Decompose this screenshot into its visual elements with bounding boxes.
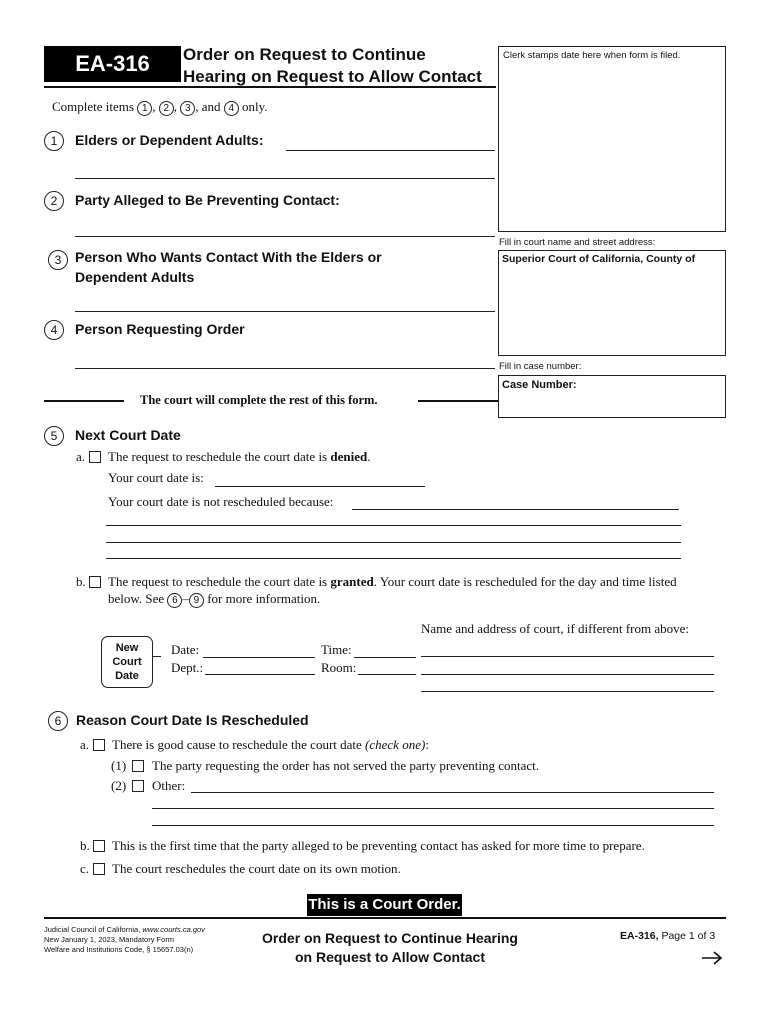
date-label: Date: — [171, 642, 200, 657]
court-date-is-label: Your court date is: — [108, 470, 204, 485]
s5-b-see: below. See — [108, 591, 165, 606]
intro-comma: , — [152, 99, 156, 114]
new-court-date-line2: Court — [112, 656, 142, 668]
new-court-date-tab — [101, 636, 153, 688]
clerk-note: Clerk stamps date here when form is filed. — [503, 50, 681, 61]
own-motion-checkbox[interactable] — [93, 863, 105, 875]
form-title — [183, 44, 482, 88]
footer-title-line1: Order on Request to Continue Hearing — [262, 930, 518, 946]
divider-left — [44, 400, 124, 402]
item-1-label: Elders or Dependent Adults: — [75, 132, 264, 148]
item-3-label — [75, 247, 382, 287]
ref-6-icon: 6 — [167, 593, 182, 608]
item-1-number: 1 — [44, 131, 64, 151]
footer-website: www.courts.ca.gov — [142, 925, 205, 934]
court-order-banner: This is a Court Order. — [307, 894, 462, 916]
s5-b-more-info: for more information. — [207, 591, 321, 606]
not-rescheduled-label: Your court date is not rescheduled because: — [108, 494, 334, 509]
opt1-text: The party requesting the order has not served the party preventing contact. — [152, 758, 539, 773]
s6-b-text: This is the first time that the party alleged to be preventing contact has asked for more time to prepare. — [112, 838, 645, 853]
section-6-heading: Reason Court Date Is Rescheduled — [76, 712, 309, 728]
s6-b-label: b. — [80, 838, 90, 853]
intro-prefix: Complete items — [52, 99, 134, 114]
reason-line-4[interactable] — [106, 558, 681, 559]
s6-c-text: The court reschedules the court date on its own motion. — [112, 861, 401, 876]
court-name-label: Superior Court of California, County of — [502, 253, 696, 265]
opt1-label: (1) — [111, 758, 127, 773]
s5-a-label: a. — [76, 449, 86, 464]
granted-checkbox[interactable] — [89, 576, 101, 588]
item-4-number: 4 — [44, 320, 64, 340]
first-time-checkbox[interactable] — [93, 840, 105, 852]
dept-label: Dept.: — [171, 660, 204, 675]
court-address-line-1[interactable] — [421, 656, 714, 657]
footer-left-line1 — [44, 925, 205, 935]
footer-left-line2: New January 1, 2023, Mandatory Form — [44, 935, 175, 944]
new-court-date-line3: Date — [115, 670, 139, 682]
item-3-label-line1: Person Who Wants Contact With the Elders or — [75, 249, 382, 265]
s5-a-text-pre: The request to reschedule the court date is — [108, 449, 328, 464]
s6-c-label: c. — [80, 861, 90, 876]
s6-a-colon: : — [425, 737, 429, 752]
new-time-field[interactable] — [354, 657, 416, 658]
room-label: Room: — [321, 660, 357, 675]
intro-line — [52, 99, 268, 116]
new-court-date-line1: New — [115, 642, 139, 654]
footer-title — [240, 929, 540, 967]
court-date-field[interactable] — [215, 486, 425, 487]
s5-a-denied: denied — [330, 449, 368, 464]
case-number-label: Case Number: — [502, 379, 577, 391]
elders-field-line2[interactable] — [75, 178, 495, 179]
ref-dash: – — [182, 591, 189, 606]
intro-ref-4: 4 — [224, 101, 239, 116]
person-wants-contact-field[interactable] — [75, 311, 495, 312]
footer-form-number: EA-316, — [620, 930, 659, 942]
person-requesting-field[interactable] — [75, 368, 495, 369]
new-date-field[interactable] — [203, 657, 315, 658]
good-cause-checkbox[interactable] — [93, 739, 105, 751]
intro-suffix: only. — [242, 99, 268, 114]
intro-ref-2: 2 — [159, 101, 174, 116]
s5-b-text — [108, 574, 677, 590]
other-checkbox[interactable] — [132, 780, 144, 792]
other-reason-line-3[interactable] — [152, 825, 714, 826]
elders-field[interactable] — [286, 150, 495, 151]
party-preventing-field[interactable] — [75, 236, 495, 237]
time-label: Time: — [321, 642, 352, 657]
other-reason-field[interactable] — [191, 792, 714, 793]
item-2-label: Party Alleged to Be Preventing Contact: — [75, 192, 340, 208]
footer-page-number: Page 1 of 3 — [661, 930, 716, 942]
s5-a-period: . — [367, 449, 371, 464]
footer-title-line2: on Request to Allow Contact — [294, 949, 486, 965]
item-5-number: 5 — [44, 426, 64, 446]
header-rule — [44, 86, 496, 88]
new-dept-field[interactable] — [205, 674, 315, 675]
clerk-stamp-box — [498, 46, 726, 232]
intro-ref-1: 1 — [137, 101, 152, 116]
item-3-number: 3 — [48, 250, 68, 270]
s6-a-text — [112, 737, 429, 753]
item-3-label-line2: Dependent Adults — [75, 269, 195, 285]
form-title-line1: Order on Request to Continue — [183, 45, 426, 64]
case-fill-label: Fill in case number: — [499, 361, 582, 372]
court-name-box[interactable] — [498, 250, 726, 356]
s5-b-text-post: . Your court date is rescheduled for the day and time listed — [373, 574, 677, 589]
denied-checkbox[interactable] — [89, 451, 101, 463]
item-4-label: Person Requesting Order — [75, 321, 245, 337]
court-address-line-2[interactable] — [421, 674, 714, 675]
divider-text: The court will complete the rest of this form. — [140, 393, 378, 407]
s5-b-text-pre: The request to reschedule the court date is — [108, 574, 328, 589]
section-5-heading: Next Court Date — [75, 427, 181, 443]
footer-page-info — [620, 930, 715, 942]
form-number-badge: EA-316 — [44, 46, 181, 82]
tab-connector — [153, 656, 161, 657]
s5-b-line2 — [108, 591, 320, 608]
s5-a-text — [108, 449, 370, 465]
opt2-text: Other: — [152, 778, 186, 793]
new-room-field[interactable] — [358, 674, 416, 675]
arrow-right-icon[interactable] — [700, 950, 724, 966]
new-court-date-text — [102, 641, 152, 683]
intro-and: , and — [195, 99, 221, 114]
s6-a-text-main: There is good cause to reschedule the court date — [112, 737, 362, 752]
form-title-line2: Hearing on Request to Allow Contact — [183, 67, 482, 86]
footer-left — [44, 925, 205, 955]
s5-b-label: b. — [76, 574, 86, 589]
divider-right — [418, 400, 498, 402]
item-2-number: 2 — [44, 191, 64, 211]
s5-b-granted: granted — [330, 574, 374, 589]
court-fill-label: Fill in court name and street address: — [499, 237, 656, 248]
ref-9-icon: 9 — [189, 593, 204, 608]
name-address-label: Name and address of court, if different from above: — [421, 621, 689, 636]
court-address-line-3[interactable] — [421, 691, 714, 692]
not-served-checkbox[interactable] — [132, 760, 144, 772]
not-rescheduled-reason-field[interactable] — [352, 509, 679, 510]
intro-ref-3: 3 — [180, 101, 195, 116]
case-number-box[interactable] — [498, 375, 726, 418]
reason-line-3[interactable] — [106, 542, 681, 543]
footer-council: Judicial Council of California, — [44, 925, 141, 934]
reason-line-2[interactable] — [106, 525, 681, 526]
opt2-label: (2) — [111, 778, 127, 793]
other-reason-line-2[interactable] — [152, 808, 714, 809]
item-6-number: 6 — [48, 711, 68, 731]
s6-a-check-one: (check one) — [365, 737, 426, 752]
footer-rule — [44, 917, 726, 919]
s6-a-label: a. — [80, 737, 90, 752]
footer-left-line3: Welfare and Institutions Code, § 15657.03(n) — [44, 945, 194, 954]
intro-comma: , — [173, 99, 177, 114]
